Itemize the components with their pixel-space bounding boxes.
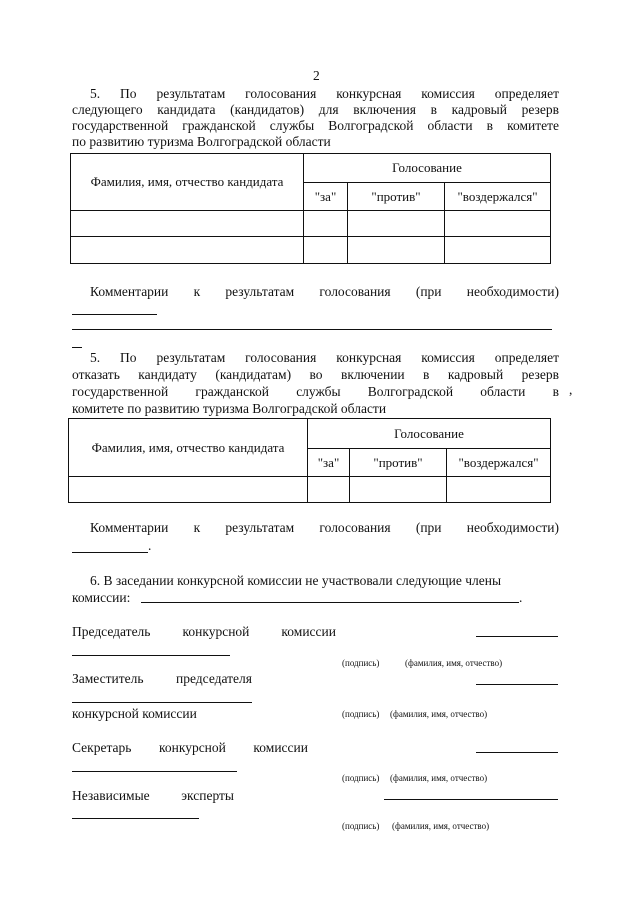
table-row <box>71 237 551 264</box>
paragraph-line: по развитию туризма Волгоградской области <box>72 134 331 149</box>
comments-line <box>72 347 82 348</box>
sign-caption: (подпись) <box>342 821 380 831</box>
absent-label: комиссии: <box>72 590 131 605</box>
against-column-header: "против" <box>348 183 445 211</box>
sign-caption: (подпись) <box>342 773 380 783</box>
paragraph-line: отказать кандидату (кандидатам) во включении в кадровый резерв <box>72 367 559 382</box>
deputy-label: Заместитель председателя <box>72 671 252 686</box>
voting-table <box>70 153 551 264</box>
comments-period: . <box>148 538 152 553</box>
sign-caption: (подпись) <box>342 658 380 668</box>
secretary-label: Секретарь конкурсной комиссии <box>72 740 308 755</box>
absent-line: 6. В заседании конкурсной комиссии не участвовали следующие члены <box>90 573 502 588</box>
name-line <box>72 771 237 772</box>
against-column-header: "против" <box>350 449 447 477</box>
chairman-label: Председатель конкурсной комиссии <box>72 624 336 639</box>
name-line <box>72 702 252 703</box>
name-line <box>72 655 230 656</box>
page-number: 2 <box>313 68 320 83</box>
deputy-label-cont: конкурсной комиссии <box>72 706 197 721</box>
paragraph-line: 5. По результатам голосования конкурсная комиссия определяет <box>90 86 559 101</box>
comments-line <box>72 314 157 315</box>
vote-header: Голосование <box>308 419 551 449</box>
name-caption: (фамилия, имя, отчество) <box>390 773 488 783</box>
paragraph-line: 5. По результатам голосования конкурсная комиссия определяет <box>90 350 559 365</box>
name-column-header: Фамилия, имя, отчество кандидата <box>69 419 308 477</box>
voting-table <box>68 418 551 503</box>
abstain-column-header: "воздержался" <box>447 449 551 477</box>
absent-period: . <box>519 590 523 605</box>
signature-line <box>476 752 558 753</box>
name-caption: (фамилия, имя, отчество) <box>390 709 488 719</box>
comments-label: Комментарии к результатам голосования (при необходимости) <box>90 284 559 299</box>
comments-line <box>72 552 148 553</box>
vote-header: Голосование <box>304 154 551 183</box>
stray-mark: , <box>569 382 573 397</box>
sign-caption: (подпись) <box>342 709 380 719</box>
table-row <box>69 477 551 503</box>
comments-line <box>72 329 552 330</box>
name-caption: (фамилия, имя, отчество) <box>392 821 490 831</box>
absent-members-line <box>141 602 519 603</box>
signature-line <box>476 684 558 685</box>
name-line <box>72 818 199 819</box>
experts-label: Независимые эксперты <box>72 788 234 803</box>
abstain-column-header: "воздержался" <box>445 183 551 211</box>
paragraph-line: государственной гражданской службы Волгоградской области в комитете <box>72 118 559 133</box>
paragraph-line: следующего кандидата (кандидатов) для включения в кадровый резерв <box>72 102 559 117</box>
for-column-header: "за" <box>304 183 348 211</box>
paragraph-line: комитете по развитию туризма Волгоградской области <box>72 401 387 416</box>
paragraph-line: государственной гражданской службы Волгоградской области в <box>72 384 559 399</box>
for-column-header: "за" <box>308 449 350 477</box>
signature-line <box>384 799 558 800</box>
table-row <box>71 211 551 237</box>
comments-label: Комментарии к результатам голосования (при необходимости) <box>90 520 559 535</box>
name-caption: (фамилия, имя, отчество) <box>405 658 503 668</box>
signature-line <box>476 636 558 637</box>
name-column-header: Фамилия, имя, отчество кандидата <box>71 154 304 211</box>
